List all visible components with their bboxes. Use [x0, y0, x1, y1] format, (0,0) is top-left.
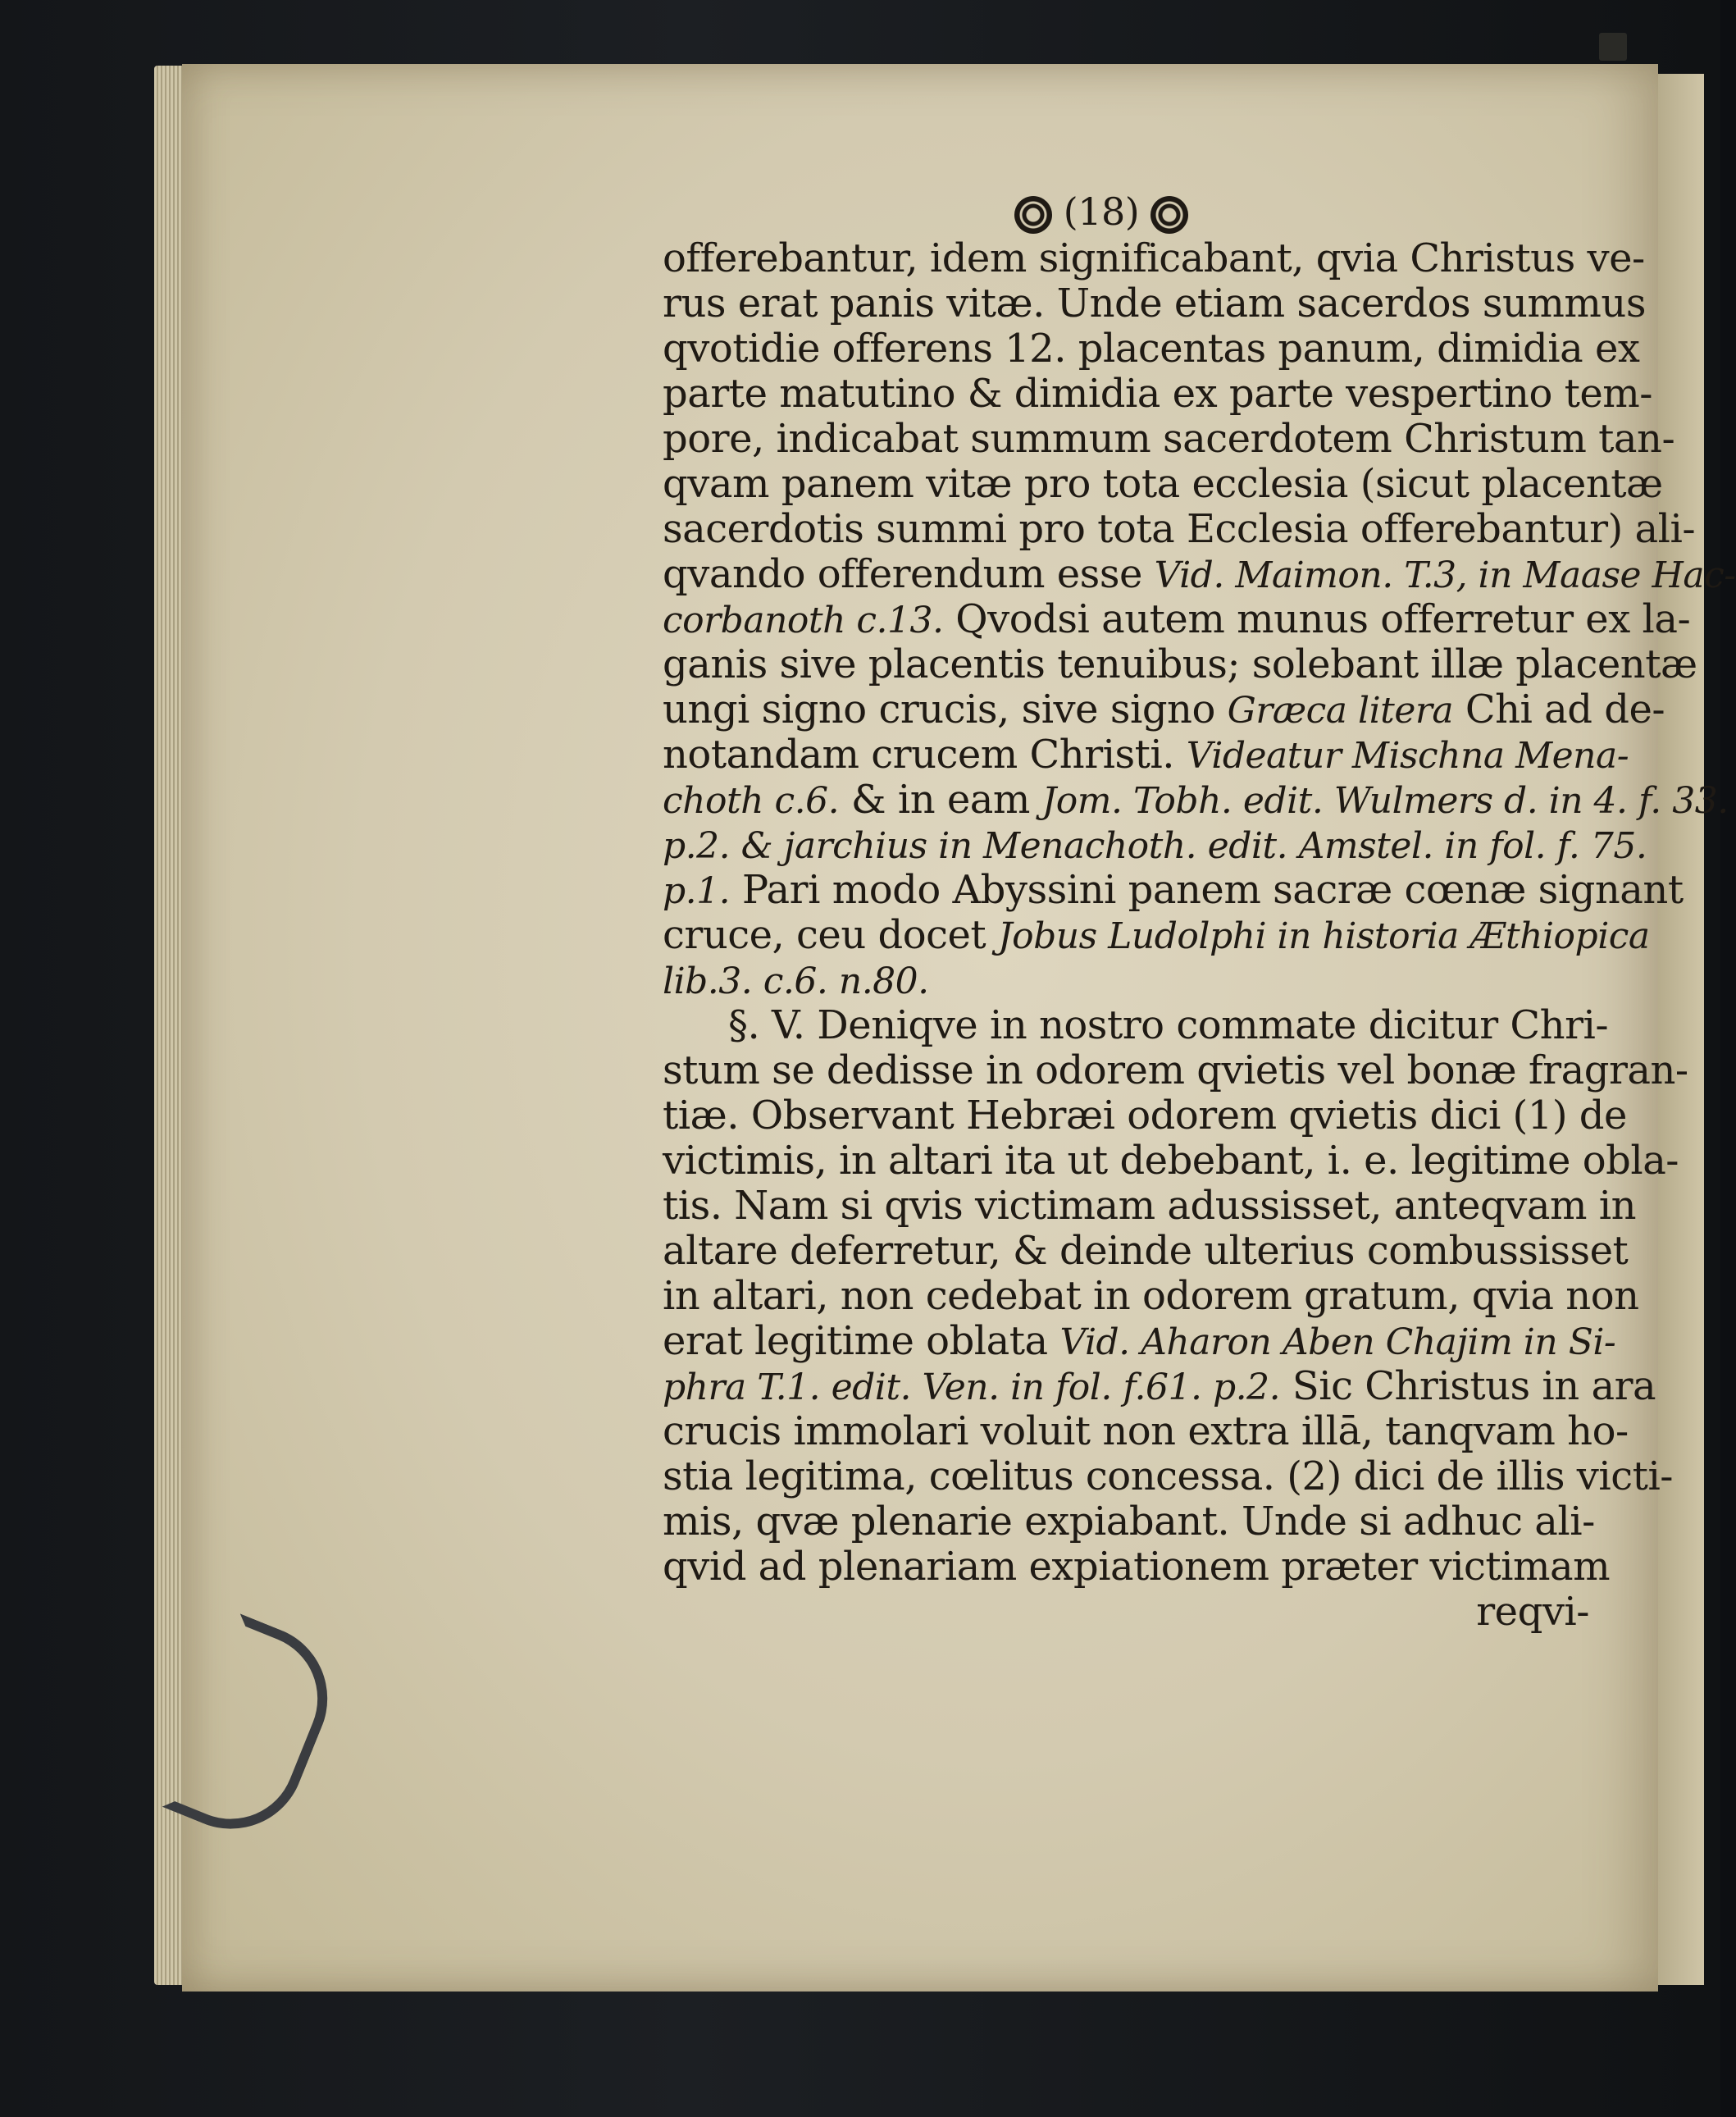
body-text: Qvodsi autem munus offerretur ex la-	[943, 596, 1691, 642]
text-line	[663, 732, 1629, 778]
text-line	[663, 867, 1684, 913]
body-text: ungi signo crucis, sive signo	[663, 687, 1228, 732]
text-line	[663, 1093, 1627, 1138]
text-line	[663, 912, 1650, 958]
text-line	[663, 1408, 1629, 1454]
body-text: §. V. Deniqve in nostro commate dicitur Chri-	[728, 1002, 1609, 1048]
citation-text: corbanoth c.13.	[663, 600, 944, 641]
body-text: parte matutino & dimidia ex parte vespertino tem-	[663, 371, 1653, 417]
text-line	[663, 641, 1697, 687]
body-text: & in eam	[839, 777, 1042, 823]
text-line	[663, 551, 1736, 597]
catchword: reqvi-	[1476, 1589, 1589, 1635]
page-text	[663, 187, 1736, 1635]
rosette-icon	[1014, 196, 1052, 234]
citation-text: Videatur Mischna Mena-	[1186, 735, 1629, 777]
text-line	[663, 958, 1589, 1003]
citation-text: Vid. Aharon Aben Chajim in Si-	[1059, 1321, 1616, 1363]
body-text: sacerdotis summi pro tota Ecclesia offerebantur) ali-	[663, 506, 1696, 552]
text-line	[663, 1499, 1595, 1544]
body-text: cruce, ceu docet	[663, 912, 998, 958]
body-text: in altari, non cedebat in odorem gratum, qvia non	[663, 1273, 1639, 1319]
citation-text: p.2. & jarchius in Menachoth. edit. Amstel. in fol. f. 75.	[663, 825, 1647, 867]
text-line	[663, 281, 1646, 326]
text-line	[663, 506, 1696, 552]
text-line	[663, 326, 1640, 372]
body-text: Chi ad de-	[1453, 687, 1665, 732]
page-header	[613, 187, 1589, 236]
text-line	[663, 461, 1663, 507]
text-lines	[663, 235, 1736, 1590]
body-text: qvid ad plenariam expiationem præter victimam	[663, 1544, 1611, 1590]
body-text: altare deferretur, & deinde ulterius combussisset	[663, 1228, 1629, 1274]
citation-text: lib.3. c.6. n.80.	[663, 960, 929, 1002]
text-line	[663, 1318, 1616, 1364]
body-text: mis, qvæ plenarie expiabant. Unde si adhuc ali-	[663, 1499, 1595, 1544]
body-text: erat legitime oblata	[663, 1318, 1060, 1364]
corner-mark	[1599, 33, 1627, 61]
citation-text: Vid. Maimon. T.3, in Maase Hac-	[1154, 554, 1736, 596]
text-line	[663, 1138, 1679, 1184]
body-text: notandam crucem Christi.	[663, 732, 1187, 778]
body-text: stia legitima, cœlitus concessa. (2) dici de illis victi-	[663, 1453, 1674, 1499]
citation-text: choth c.6.	[663, 780, 840, 822]
body-text: offerebantur, idem significabant, qvia Christus ve-	[663, 235, 1645, 281]
body-text: qvando offerendum esse	[663, 551, 1155, 597]
body-text: rus erat panis vitæ. Unde etiam sacerdos summus	[663, 281, 1646, 326]
body-text: crucis immolari voluit non extra illā, tanqvam ho-	[663, 1408, 1629, 1454]
facing-page-strip	[1655, 74, 1704, 1985]
rosette-icon	[1150, 196, 1188, 234]
text-line	[663, 823, 1647, 868]
text-line	[663, 1363, 1656, 1409]
body-text: tiæ. Observant Hebræi odorem qvietis dici (1) de	[663, 1093, 1627, 1138]
text-line	[663, 1228, 1629, 1274]
body-text: pore, indicabat summum sacerdotem Christum tan-	[663, 416, 1675, 462]
page-number: (18)	[1063, 189, 1140, 234]
text-line	[663, 1544, 1611, 1590]
text-line	[663, 777, 1729, 823]
text-line	[663, 596, 1691, 642]
body-text: Pari modo Abyssini panem sacræ cœnæ signant	[730, 867, 1684, 913]
text-line	[663, 1002, 1609, 1048]
text-line	[663, 1047, 1688, 1093]
body-text: Sic Christus in ara	[1280, 1363, 1656, 1409]
body-text: tis. Nam si qvis victimam adussisset, anteqvam in	[663, 1183, 1636, 1229]
body-text: stum se dedisse in odorem qvietis vel bonæ fragran-	[663, 1047, 1688, 1093]
text-line	[663, 235, 1645, 281]
body-text: qvotidie offerens 12. placentas panum, dimidia ex	[663, 326, 1640, 372]
body-text: victimis, in altari ita ut debebant, i. e. legitime obla-	[663, 1138, 1679, 1184]
body-text: qvam panem vitæ pro tota ecclesia (sicut placentæ	[663, 461, 1663, 507]
body-text: ganis sive placentis tenuibus; solebant illæ placentæ	[663, 641, 1697, 687]
citation-text: phra T.1. edit. Ven. in fol. f.61. p.2.	[663, 1366, 1281, 1408]
text-line	[663, 1273, 1639, 1319]
text-line	[663, 1183, 1636, 1229]
text-line	[663, 1453, 1674, 1499]
text-line	[663, 371, 1653, 417]
citation-text: Jobus Ludolphi in historia Æthiopica	[997, 915, 1650, 957]
citation-text: Jom. Tobh. edit. Wulmers d. in 4. f. 33.	[1041, 780, 1729, 822]
citation-text: Græca litera	[1227, 690, 1454, 732]
text-line	[663, 416, 1675, 462]
text-line	[663, 687, 1665, 732]
citation-text: p.1.	[663, 870, 731, 912]
